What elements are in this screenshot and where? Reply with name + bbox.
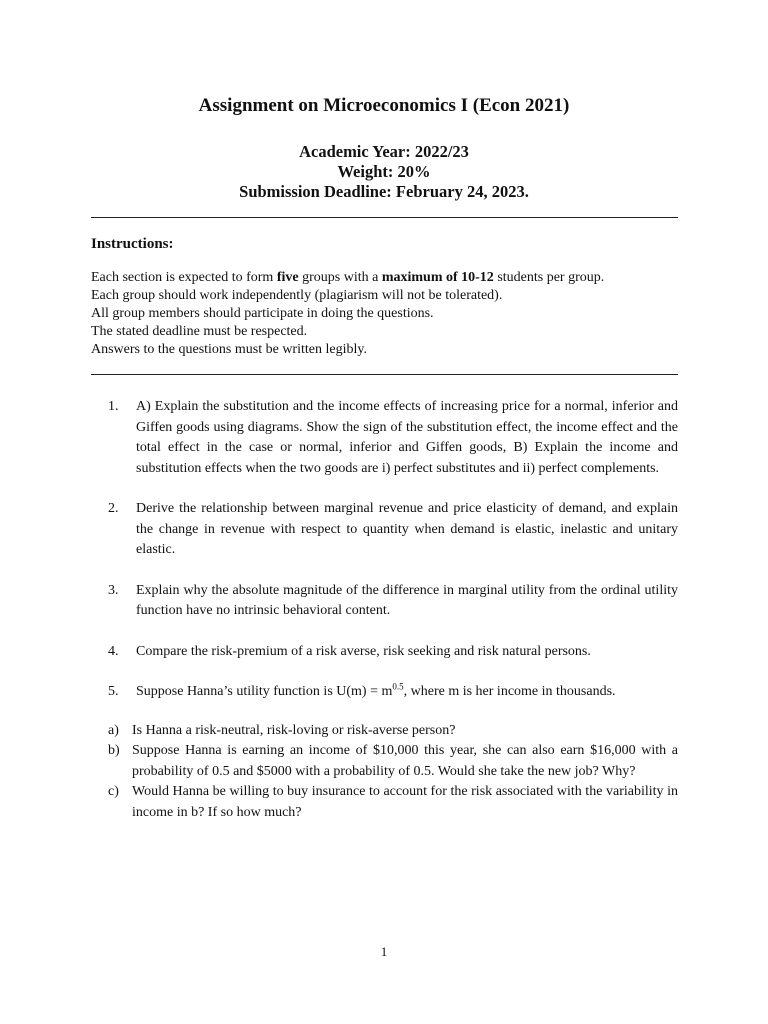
question-number: 5. [108, 684, 119, 699]
academic-year: Academic Year: 2022/23 [299, 142, 469, 161]
question-4 [108, 642, 678, 663]
instructions-heading: Instructions: [91, 236, 174, 252]
subquestion-letter: b) [108, 743, 120, 758]
question-number: 2. [108, 501, 119, 516]
subquestion-letter: c) [108, 784, 119, 799]
subquestion-text: Suppose Hanna is earning an income of $10,000 this year, she can also earn $16,000 with a probability of 0.5 and $5000 with a probability of 0.5. Would she take the new job? Why? [132, 743, 678, 779]
subquestion-a [108, 721, 678, 742]
subquestion-b [108, 741, 678, 782]
question-1 [108, 397, 678, 479]
question-number: 3. [108, 582, 119, 598]
question-5-subparts [108, 721, 678, 824]
question-list [108, 397, 678, 823]
document-title: Assignment on Microeconomics I (Econ 2021) [198, 95, 570, 116]
assignment-meta [0, 142, 768, 202]
instruction-line-2: Each group should work independently (plagiarism will not be tolerated). [91, 288, 503, 303]
instruction-line-3: All group members should participate in doing the questions. [91, 306, 434, 321]
subquestion-text: Is Hanna a risk-neutral, risk-loving or risk-averse person? [132, 722, 456, 738]
question-text: Explain why the absolute magnitude of the difference in marginal utility from the ordinal utility function have no intrinsic behavioral content. [136, 582, 678, 618]
instruction-line-5: Answers to the questions must be written legibly. [91, 342, 367, 357]
question-5 [108, 682, 678, 703]
question-2 [108, 499, 678, 561]
instruction-line-4: The stated deadline must be respected. [91, 324, 308, 339]
question-3 [108, 581, 678, 622]
instruction-line-1: Each section is expected to form five groups with a maximum of 10-12 students per group. [91, 270, 605, 285]
instructions-list [91, 269, 681, 359]
question-text: Suppose Hanna’s utility function is $U(m) = m^{0.5}$, where m is her income in thousands. [136, 681, 616, 699]
submission-deadline: Submission Deadline: February 24, 2023. [239, 182, 529, 201]
question-text: A) Explain the substitution and the income effects of increasing price for a normal, inferior and Giffen goods using diagrams. Show the sign of the substitution effect, the income effect and the total effect in the case or normal, inferior and Giffen goods, B) Explain the income and substitution effects when the two goods are i) perfect substitutes and ii) perfect complements. [136, 399, 678, 476]
question-text: Compare the risk-premium of a risk averse, risk seeking and risk natural persons. [136, 643, 591, 659]
exponent: 0.5 [392, 681, 404, 692]
weight: Weight: 20% [337, 162, 431, 181]
divider-top [91, 217, 678, 218]
question-number: 1. [108, 399, 119, 414]
subquestion-text: Would Hanna be willing to buy insurance to account for the risk associated with the variability in income in b? If so how much? [132, 784, 678, 820]
question-text: Derive the relationship between marginal revenue and price elasticity of demand, and explain the change in revenue with respect to quantity when demand is elastic, inelastic and unitary elastic. [136, 501, 678, 557]
question-number: 4. [108, 643, 119, 659]
subquestion-c [108, 782, 678, 823]
subquestion-letter: a) [108, 722, 119, 738]
divider-bottom [91, 374, 678, 375]
page-number: 1 [380, 944, 388, 959]
